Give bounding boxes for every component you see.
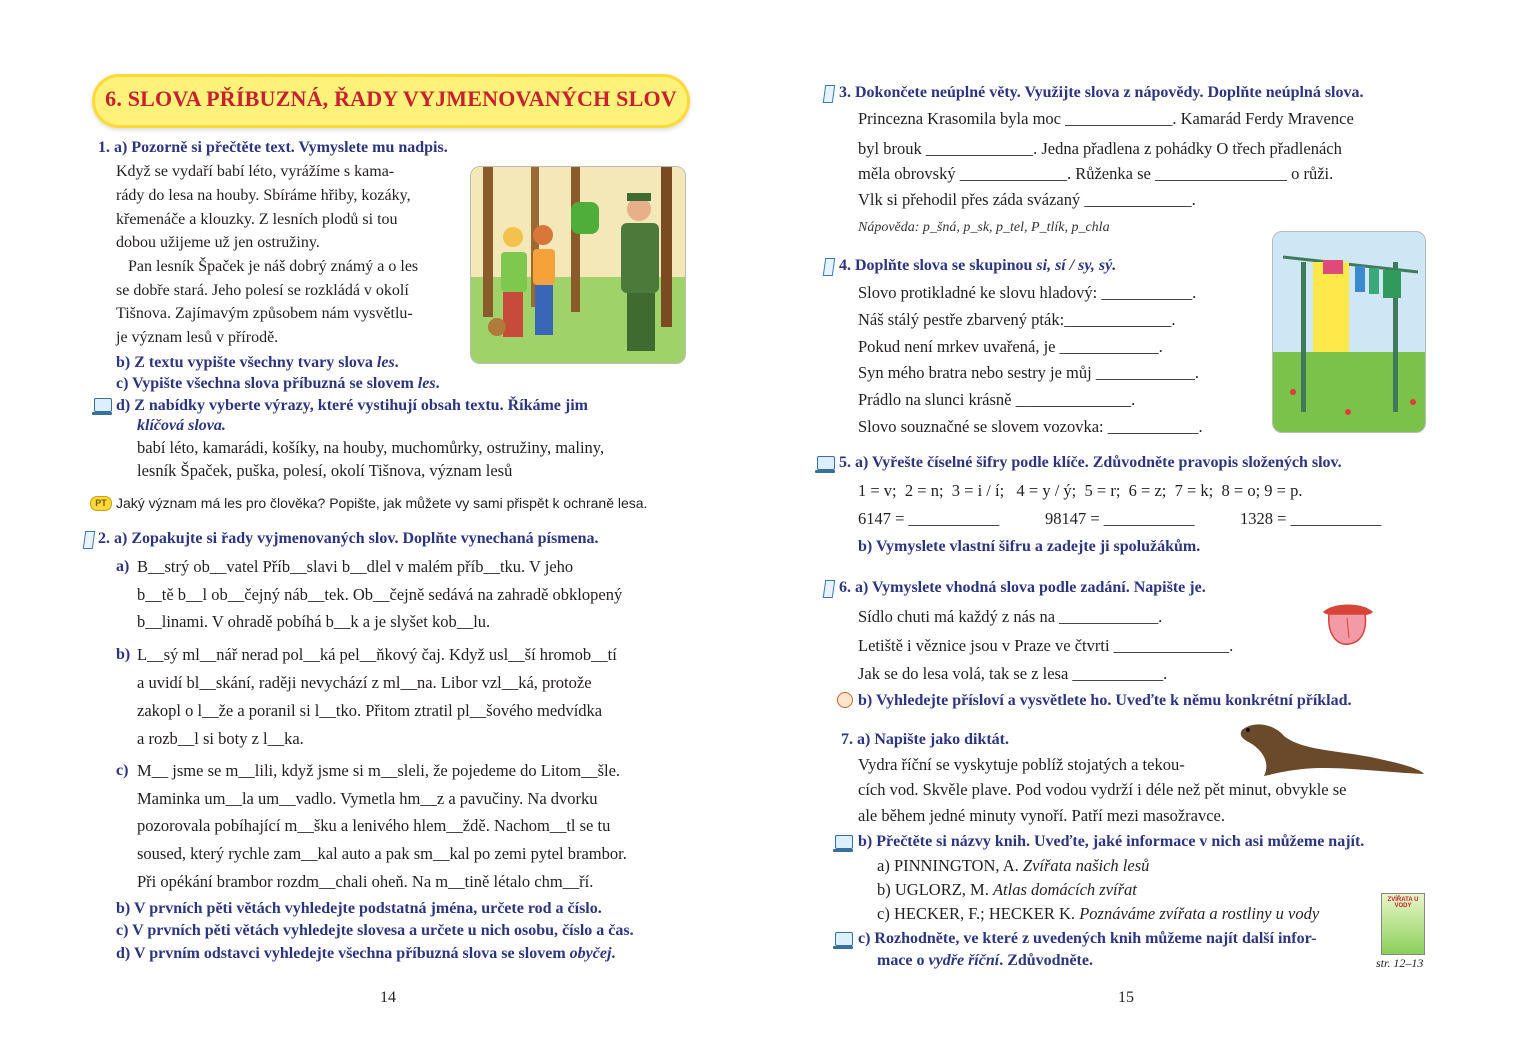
ex6-line: Sídlo chuti má každý z nás na ____________. [858, 607, 1163, 626]
ex5-cipher-1: 6147 = ___________ [858, 509, 1000, 528]
ex2-c-line: M__ jsme se m__lili, když jsme si m__sleli, že pojedeme do Litom__šle. [137, 761, 621, 780]
book-a-title: Zvířata našich lesů [1022, 856, 1150, 875]
ex3-line: byl brouk _____________. Jedna přadlena z pohádky O třech přadlenách [858, 139, 1342, 158]
ex5-cipher-3: 1328 = ___________ [1240, 509, 1382, 528]
computer-icon [835, 835, 853, 849]
ex1d-heading [116, 396, 684, 415]
ex3-line: měla obrovský _____________. Růženka se ________________ o růži. [858, 164, 1334, 183]
pt-badge-icon: PT [90, 496, 112, 511]
ex4-line: Prádlo na slunci krásně ______________. [858, 390, 1136, 409]
ex1-text-line: Tišnova. Zajímavým způsobem nám vysvětlu- [116, 305, 413, 322]
ex4-line: Slovo souznačné se slovem vozovka: ___________. [858, 417, 1203, 436]
ex3-line: Vlk si přehodil přes záda svázaný _____________. [858, 190, 1196, 209]
ex5-key: 1 = v; 2 = n; 3 = i / í; 4 = y / ý; 5 = r; 6 = z; 7 = k; 8 = o; 9 = p. [858, 481, 1303, 500]
page-number-left: 14 [380, 989, 396, 1006]
ex2-c-line: Maminka um__la um__vadlo. Vymetla hm__z a pavučiny. Na dvorku [137, 789, 598, 808]
ex7-line: ale během jedné minuty vynoří. Patří mezi masožravce. [858, 806, 1225, 825]
ex2d-italic: obyčej [569, 945, 612, 962]
book-c-author: c) HECKER, F.; HECKER K. [877, 904, 1076, 923]
book-c-title: Poznáváme zvířata a rostliny u vody [1079, 904, 1320, 923]
ex7c-task-line2 [877, 951, 1093, 970]
ex1-text-line: Když se vydaří babí léto, vyrážíme s kama- [116, 163, 395, 180]
book-cover-title: ZVÍŘATA U VODY [1387, 897, 1419, 909]
book-item-c [877, 904, 1319, 924]
ex3-heading: 3. Dokončete neúplné věty. Využijte slova z nápovědy. Doplňte neúplná slova. [839, 84, 1364, 101]
ex7-line: Vydra říční se vyskytuje poblíž stojatých a tekou- [858, 755, 1185, 774]
right-page [757, 0, 1514, 1064]
ex4-heading [839, 256, 1116, 275]
ex3-hint: Nápověda: p_šná, p_sk, p_tel, P_tlík, p_chla [858, 220, 1110, 235]
ex1c-text: c) Vypište všechna slova příbuzná se slovem [116, 375, 414, 392]
laundry-illustration [1272, 231, 1426, 433]
ex6-heading: 6. a) Vymyslete vhodná slova podle zadání. Napište je. [839, 579, 1206, 596]
ex1-text-line: je význam lesů v přírodě. [116, 329, 279, 346]
book-b-title: Atlas domácích zvířat [992, 880, 1137, 899]
page-number-right: 15 [1118, 989, 1134, 1006]
forest-illustration [470, 166, 686, 364]
ex2-a-line: b__tě b__l ob__čejný náb__tek. Ob__čejně sedává na zahradě obklopený [137, 585, 623, 604]
book-a-author: a) PINNINGTON, A. [877, 856, 1019, 875]
ex1-text-line: Pan lesník Špaček je náš dobrý známý a o les [128, 258, 419, 275]
book-item-a [877, 856, 1149, 876]
ex7c-text: mace o [877, 952, 925, 969]
book-item-b [877, 880, 1137, 900]
ex1d-text: d) Z nabídky vyberte výrazy, které vystihují obsah textu. Říkáme jim [116, 397, 588, 414]
ex4-line: Syn mého bratra nebo sestry je můj ____________. [858, 363, 1199, 382]
ex2-b-line: a rozb__l si boty z l__ka. [137, 729, 304, 748]
book-page-reference: str. 12–13 [1376, 956, 1424, 970]
ex2-c-line: pozorovala pobíhající m__šku a lenivého hlem__ždě. Nachom__tl se tu [137, 816, 611, 835]
ex1-text-line: dobou užijeme už jen ostružiny. [116, 234, 320, 251]
ex7c-task-line1: c) Rozhodněte, ve které z uvedených knih můžeme najít další infor- [858, 930, 1317, 947]
clothesline-image [1273, 232, 1425, 432]
ex2c-task: c) V prvních pěti větách vyhledejte slovesa a určete u nich osobu, číslo a čas. [116, 922, 634, 939]
computer-icon [94, 398, 112, 412]
chapter-title-banner [92, 74, 690, 128]
tongue-illustration [1319, 600, 1377, 648]
ex4-text: 4. Doplňte slova se skupinou [839, 257, 1033, 274]
ex2d-task: d) V prvním odstavci vyhledejte všechna příbuzná slova se slovem obyčej. [116, 945, 616, 962]
ex2-b-line: a uvidí bl__skání, raději nevychází z ml__na. Libor vzl__ká, protože [137, 673, 592, 692]
ex1c-italic: les [417, 375, 436, 392]
ex4-line: Pokud není mrkev uvařená, je ____________. [858, 337, 1163, 356]
ex4-line: Náš stálý pestře zbarvený pták:_____________. [858, 310, 1176, 329]
ex2-c-line: Při opékání brambor rozdm__chali oheň. Na m__tině létalo chm__ří. [137, 872, 594, 891]
ex1d-options-line: babí léto, kamarádi, košíky, na houby, muchomůrky, ostružiny, maliny, [137, 438, 605, 457]
ex2-b-line: zakopl o l__že a poranil si l__tko. Přitom ztratil pl__šového medvídka [137, 701, 603, 720]
bookmark-icon [823, 85, 836, 103]
ex2-b-line: L__sý ml__nář nerad pol__ká pel__ňkový čaj. Když usl__ší hromob__tí [137, 645, 617, 664]
pt-question: Jaký význam má les pro člověka? Popište, jak můžete vy sami přispět k ochraně lesa. [116, 495, 648, 511]
ex1-text-line: rády do lesa na houby. Sbíráme hřiby, kozáky, [116, 187, 411, 204]
computer-icon [835, 932, 853, 946]
forester-children-image [471, 167, 685, 363]
bookmark-icon [83, 531, 96, 549]
ex7c-italic: vydře říční [928, 952, 1000, 969]
ex5-cipher-2: 98147 = ___________ [1045, 509, 1195, 528]
ex7-heading: 7. a) Napište jako diktát. [841, 731, 1010, 748]
ex3-line: Princezna Krasomila byla moc _____________. Kamarád Ferdy Mravence [858, 109, 1354, 128]
ex2d-text: d) V prvním odstavci vyhledejte všechna příbuzná slova se slovem [116, 945, 566, 962]
ex6-line: Letiště i věznice jsou v Praze ve čtvrti ______________. [858, 636, 1234, 655]
ex4-italic: si, sí / sy, sý. [1036, 257, 1117, 274]
ex2-a-line: B__strý ob__vatel Příb__slavi b__dlel v malém příb__tku. V jeho [137, 557, 574, 576]
ex2-c-line: soused, který rychle zam__kal auto a pak sm__kal po zemi pytel brambor. [137, 844, 627, 863]
bookmark-icon [823, 580, 836, 598]
ex4-line: Slovo protikladné ke slovu hladový: ___________. [858, 283, 1197, 302]
ex2b-task: b) V prvních pěti větách vyhledejte podstatná jména, určete rod a číslo. [116, 900, 602, 917]
ex6-line: Jak se do lesa volá, tak se z lesa ___________. [858, 664, 1168, 683]
ex1b-text: b) Z textu vypište všechny tvary slova [116, 354, 373, 371]
speaking-head-icon [837, 692, 853, 708]
ex7-line: cích vod. Skvěle plave. Pod vodou vydrží i déle než pět minut, obvykle se [858, 780, 1347, 799]
ex1b-italic: les [376, 354, 395, 371]
ex2a-heading: 2. a) Zopakujte si řady vyjmenovaných slov. Doplňte vynechaná písmena. [98, 530, 599, 547]
otter-illustration [1234, 716, 1426, 780]
ex1a-heading: 1. a) Pozorně si přečtěte text. Vymyslete mu nadpis. [98, 139, 448, 156]
ex1d-options-line: lesník Špaček, puška, polesí, okolí Tišnova, význam lesů [137, 461, 513, 480]
ex2-a-line: b__linami. V ohradě pobíhá b__k a je slyšet kob__lu. [137, 612, 491, 631]
ex1b-heading: b) Z textu vypište všechny tvary slova les. [116, 354, 399, 371]
ex1c-heading: c) Vypište všechna slova příbuzná se slovem les. [116, 375, 440, 392]
ex5-heading: 5. a) Vyřešte číselné šifry podle klíče. Zdůvodněte pravopis složených slov. [839, 454, 1342, 471]
ex1d-keywords: klíčová slova. [137, 417, 226, 434]
ex2-c-label: c) [116, 762, 129, 779]
ex1-text-line: křemenáče a klouzky. Z lesních plodů si tou [116, 211, 398, 228]
bookmark-icon [823, 258, 836, 276]
book-b-author: b) UGLORZ, M. [877, 880, 989, 899]
ex2-a-label: a) [116, 558, 130, 575]
book-cover-image [1381, 893, 1425, 955]
ex6b-task: b) Vyhledejte přísloví a vysvětlete ho. Uveďte k němu konkrétní příklad. [858, 692, 1352, 709]
ex2-b-label: b) [116, 646, 131, 663]
ex5b-task: b) Vymyslete vlastní šifru a zadejte ji spolužákům. [858, 538, 1201, 555]
ex1-text-line: se dobře stará. Jeho polesí se rozkládá v okolí [116, 282, 409, 299]
ex1d-italic: klíčová slova [137, 417, 222, 434]
chapter-title: 6. SLOVA PŘÍBUZNÁ, ŘADY VYJMENOVANÝCH SLOV [105, 86, 677, 111]
ex7b-task: b) Přečtěte si názvy knih. Uveďte, jaké informace v nich asi můžeme najít. [858, 833, 1365, 850]
computer-icon [817, 456, 835, 470]
ex7c-tail: . Zdůvodněte. [999, 952, 1093, 969]
